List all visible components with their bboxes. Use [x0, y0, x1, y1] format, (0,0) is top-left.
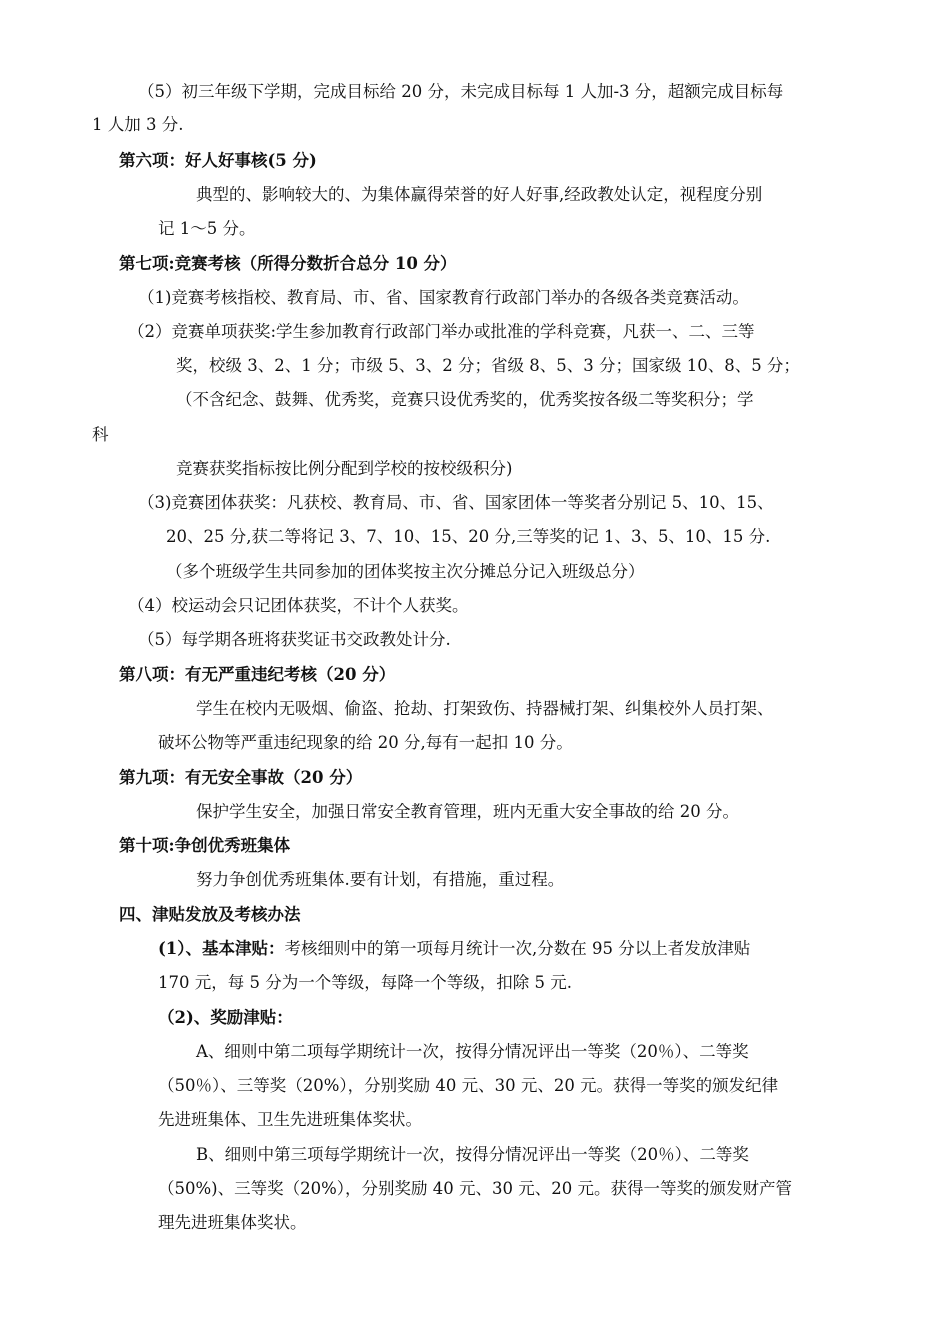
paragraph-line: B、细则中第三项每学期统计一次，按得分情况评出一等奖（20％）、二等奖 [196, 1145, 749, 1164]
paragraph-line: 科 [92, 425, 109, 444]
paragraph-line: A、细则中第二项每学期统计一次，按得分情况评出一等奖（20％）、二等奖 [196, 1042, 749, 1061]
section-heading: 第八项：有无严重违纪考核（20 分） [119, 665, 396, 684]
paragraph-line: （多个班级学生共同参加的团体奖按主次分摊总分记入班级总分） [166, 562, 645, 581]
section-heading: 第九项：有无安全事故（20 分） [119, 768, 363, 787]
paragraph-line: 记 1～5 分。 [158, 219, 256, 238]
paragraph-line [158, 938, 750, 960]
paragraph-line: （4）校运动会只记团体获奖，不计个人获奖。 [128, 596, 469, 615]
paragraph-line: 20、25 分,获二等将记 3、7、10、15、20 分,三等奖的记 1、3、5、10、15 分. [166, 527, 771, 546]
paragraph-line: 理先进班集体奖状。 [158, 1213, 307, 1232]
paragraph-line: 学生在校内无吸烟、偷盗、抢劫、打架致伤、持器械打架、纠集校外人员打架、 [196, 699, 774, 718]
paragraph-line: （3)竞赛团体获奖：凡获校、教育局、市、省、国家团体一等奖者分别记 5、10、15、 [138, 493, 774, 512]
paragraph-line: 170 元，每 5 分为一个等级，每降一个等级，扣除 5 元. [158, 973, 572, 992]
paragraph-line: （50％）、三等奖（20%），分别奖励 40 元、30 元、20 元。获得一等奖的颁发纪律 [158, 1076, 779, 1095]
paragraph-line: 努力争创优秀班集体.要有计划，有措施，重过程。 [196, 870, 565, 889]
section-heading: 四、津贴发放及考核办法 [119, 905, 301, 924]
paragraph-line: （2）竞赛单项获奖:学生参加教育行政部门举办或批准的学科竞赛，凡获一、二、三等 [128, 322, 755, 341]
section-heading: 第六项：好人好事核(5 分) [119, 151, 317, 170]
paragraph-line: 保护学生安全，加强日常安全教育管理，班内无重大安全事故的给 20 分。 [196, 802, 739, 821]
paragraph-line: 典型的、影响较大的、为集体赢得荣誉的好人好事,经政教处认定，视程度分别 [196, 185, 763, 204]
paragraph-text: 考核细则中的第一项每月统计一次,分数在 95 分以上者发放津贴 [284, 939, 751, 958]
paragraph-line: （5）初三年级下学期，完成目标给 20 分，未完成目标每 1 人加-3 分，超额完成目标每 [138, 82, 784, 101]
subsection-label: (1）、基本津贴： [158, 939, 285, 958]
paragraph-line: 竞赛获奖指标按比例分配到学校的按校级积分) [176, 459, 513, 478]
paragraph-line: （不含纪念、鼓舞、优秀奖，竞赛只设优秀奖的，优秀奖按各级二等奖积分；学 [176, 390, 754, 409]
paragraph-line: （1)竞赛考核指校、教育局、市、省、国家教育行政部门举办的各级各类竞赛活动。 [138, 288, 749, 307]
paragraph-line: 先进班集体、卫生先进班集体奖状。 [158, 1110, 422, 1129]
section-heading: 第十项:争创优秀班集体 [119, 836, 291, 855]
section-heading: 第七项:竞赛考核（所得分数折合总分 10 分） [119, 254, 457, 273]
paragraph-line: 破坏公物等严重违纪现象的给 20 分,每有一起扣 10 分。 [158, 733, 573, 752]
paragraph-line: （5）每学期各班将获奖证书交政教处计分. [138, 630, 451, 649]
subsection-label: （2)、奖励津贴： [158, 1008, 293, 1027]
paragraph-line: 1 人加 3 分. [92, 115, 184, 134]
paragraph-line: （50%)、三等奖（20%），分别奖励 40 元、30 元、20 元。获得一等奖的颁发财产管 [158, 1179, 793, 1198]
paragraph-line: 奖，校级 3、2、1 分；市级 5、3、2 分；省级 8、5、3 分；国家级 10、8、5 分； [176, 356, 800, 375]
